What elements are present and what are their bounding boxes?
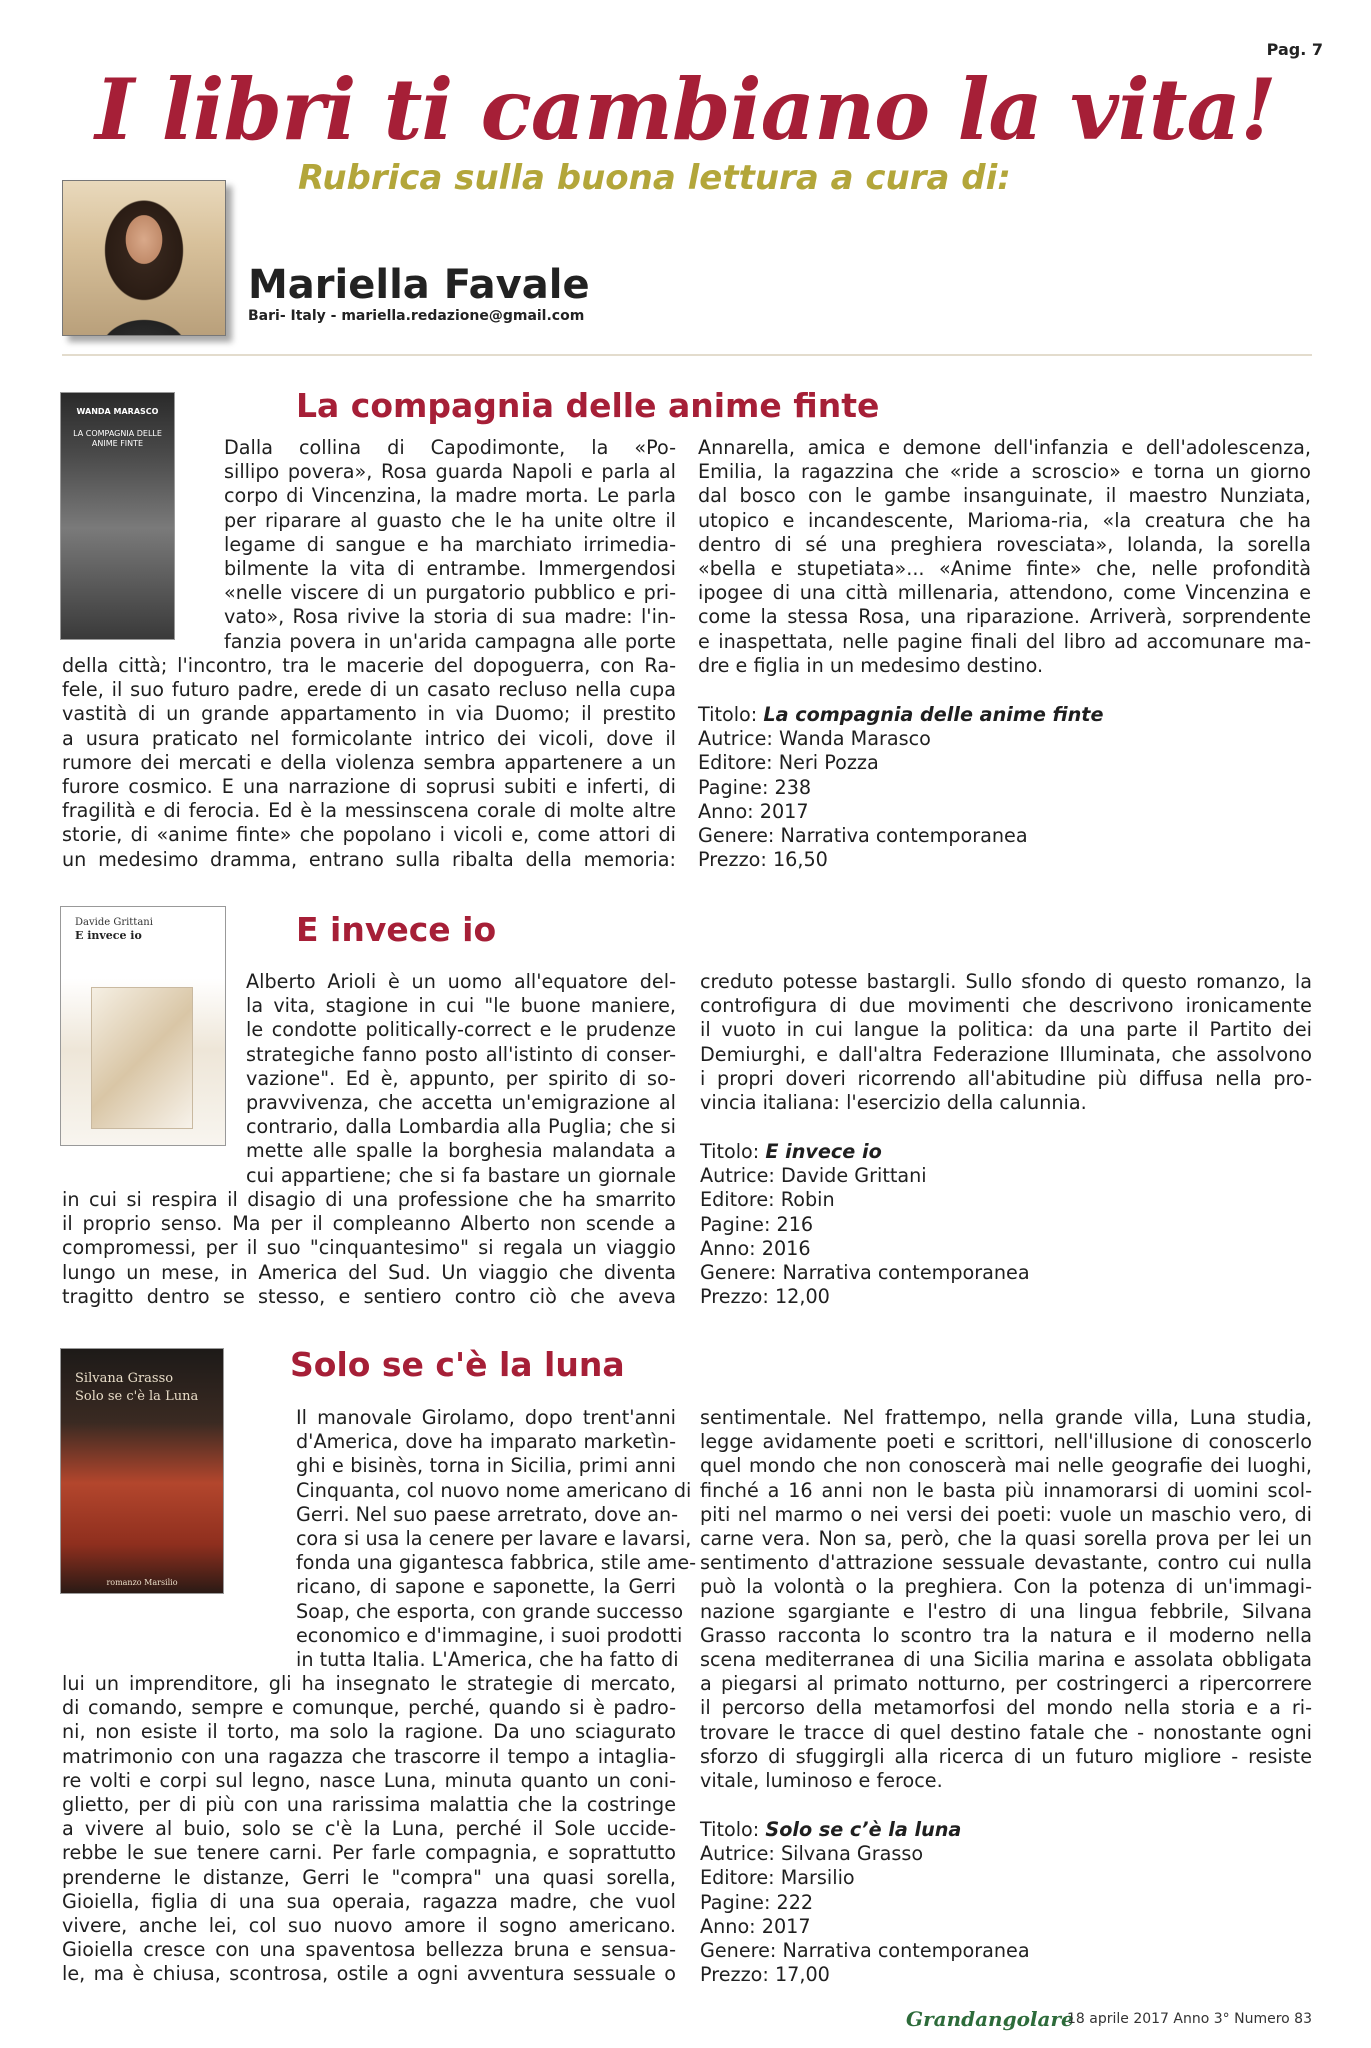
text-line: sentimento d'attrazione sessuale devastante, contro cui nulla (700, 1551, 1312, 1575)
cover-author: Davide Grittani (75, 917, 153, 928)
author-photo (62, 180, 226, 336)
info-title: Titolo: La compagnia delle anime finte (698, 703, 1104, 726)
text-line: prenderne le distanze, Gerri le "compra" una quasi sorella, (62, 1865, 676, 1889)
review-2-info (700, 1140, 1030, 1309)
text-line: legame di sangue e ha marchiato irrimedia- (224, 532, 676, 556)
text-line: le, ma è chiusa, scontrosa, ostile a ogni avventura sessuale o (62, 1962, 676, 1986)
info-genre: Genere: Narrativa contemporanea (698, 824, 1028, 848)
info-price: Prezzo: 12,00 (700, 1285, 830, 1309)
text-line: sillipo povera», Rosa guarda Napoli e parla al (224, 460, 676, 484)
text-line: in tutta Italia. L'America, che ha fatto di (296, 1648, 679, 1672)
text-line: carne vera. Non sa, però, che la quasi sorella prova per lei un (700, 1527, 1312, 1551)
info-author: Autrice: Silvana Grasso (700, 1842, 924, 1866)
text-line: legge avidamente poeti e scrittori, nell'illusione di conoscerlo (700, 1430, 1312, 1454)
text-line: ghi e bisinès, torna in Sicilia, primi anni (296, 1454, 676, 1478)
text-line: «nelle viscere di un purgatorio pubblico e pri- (224, 581, 676, 605)
text-line: quel mondo che non conoscerà mai nelle geografie dei luoghi, (700, 1454, 1312, 1478)
info-pages: Pagine: 216 (700, 1212, 814, 1236)
info-price: Prezzo: 17,00 (700, 1963, 830, 1987)
text-line: fele, il suo futuro padre, erede di un casato recluso nella cupa (62, 678, 676, 702)
text-line: per riparare al guasto che le ha unite oltre il (224, 508, 676, 532)
text-line: cui appartiene; che si fa bastare un giornale (246, 1163, 676, 1187)
info-year: Anno: 2016 (700, 1236, 811, 1260)
text-line: Dalla collina di Capodimonte, la «Po- (224, 436, 676, 459)
cover-title: Solo se c'è la Luna (75, 1389, 199, 1404)
cover-illustration (91, 987, 193, 1129)
text-line: a piegarsi al primato notturno, per costringerci a ripercorrere (700, 1672, 1312, 1696)
text-line: il vuoto in cui langue la politica: da una parte il Partito dei (700, 1018, 1312, 1042)
text-line: tragitto dentro se stesso, e sentiero contro ciò che aveva (62, 1284, 676, 1308)
text-line: dentro di sé una preghiera rovesciata», Iolanda, la sorella (698, 532, 1311, 556)
text-line: le condotte politically-correct e le prudenze (246, 1018, 676, 1042)
review-2-text-col1-wide (62, 1188, 676, 1309)
text-line: «bella e stupetiata»... «Anime finte» che, nelle profondità (698, 557, 1311, 581)
review-1-text-col2 (698, 436, 1311, 678)
review-title-1: La compagnia delle anime finte (296, 386, 880, 425)
text-line: pravvivenza, che accetta un'emigrazione al (246, 1091, 676, 1115)
text-line: fragilità e di ferocia. Ed è la messinscena corale di molte altre (62, 799, 676, 823)
text-line: vato», Rosa rivive la storia di sua madre: l'in- (224, 605, 676, 629)
author-name: Mariella Favale (248, 262, 590, 308)
text-line: scena mediterranea di una Sicilia marina e assolata obbligata (700, 1648, 1312, 1672)
info-publisher: Editore: Marsilio (700, 1866, 855, 1890)
text-line: creduto potesse bastargli. Sullo sfondo di questo romanzo, la (700, 970, 1312, 993)
text-line: piti nel marmo o nei versi dei poeti: vuole un maschio vero, di (700, 1502, 1312, 1526)
text-line: fanzia povera in un'arida campagna alle porte (224, 629, 676, 653)
text-line: ipogee di una città millenaria, attendono, come Vincenzina e (698, 581, 1311, 605)
text-line: furore cosmico. E una narrazione di soprusi subiti e inferti, di (62, 775, 676, 799)
header-divider (62, 354, 1312, 356)
text-line: Emilia, la ragazzina che «ride a scroscio» e torna un giorno (698, 460, 1311, 484)
text-line: Il manovale Girolamo, dopo trent'anni (296, 1406, 676, 1429)
text-line: nazione sgargiante e l'estro di una lingua febbrile, Silvana (700, 1599, 1312, 1623)
text-line: Soap, che esporta, con grande successo (296, 1599, 684, 1623)
text-line: vastità di un grande appartamento in via Duomo; il prestito (62, 702, 676, 726)
review-2-text-col2 (700, 970, 1312, 1115)
text-line: d'America, dove ha imparato marketìn- (296, 1430, 676, 1454)
review-3-text-col1-wide (62, 1672, 676, 1987)
text-line: il proprio senso. Ma per il compleanno Alberto non scende a (62, 1212, 676, 1236)
text-line: Cinquanta, col nuovo nome americano di (296, 1478, 692, 1502)
page-title: I libri ti cambiano la vita! (95, 60, 1276, 159)
info-title: Titolo: E invece io (700, 1140, 882, 1163)
footer-date: 18 aprile 2017 Anno 3° Numero 83 (1067, 2011, 1312, 2027)
text-line: la vita, stagione in cui "le buone maniere, (246, 994, 676, 1018)
author-contact: Bari- Italy - mariella.redazione@gmail.com (248, 308, 585, 324)
text-line: Demiurghi, e dall'altra Federazione Illuminata, che assolvono (700, 1042, 1312, 1066)
text-line: dal bosco con le gambe insanguinate, il maestro Nunziata, (698, 484, 1311, 508)
info-pages: Pagine: 222 (700, 1890, 814, 1914)
info-year: Anno: 2017 (698, 799, 809, 823)
text-line: Grasso racconta lo scontro tra la natura e il moderno nella (700, 1623, 1312, 1647)
page-number: Pag. 7 (1266, 40, 1323, 59)
text-line: lui un imprenditore, gli ha insegnato le strategie di mercato, (62, 1672, 676, 1695)
text-line: vazione". Ed è, appunto, per spirito di so- (246, 1066, 676, 1090)
text-line: rumore dei mercati e della violenza sembra appartenere a un (62, 750, 676, 774)
review-title-3: Solo se c'è la luna (290, 1345, 625, 1384)
text-line: della città; l'incontro, tra le macerie del dopoguerra, con Ra- (62, 654, 676, 677)
book-cover-1 (60, 392, 175, 640)
cover-title: E invece io (75, 929, 142, 942)
book-cover-3 (60, 1348, 224, 1594)
text-line: vincia italiana: l'esercizio della calunnia. (700, 1091, 1087, 1115)
info-publisher: Editore: Robin (700, 1188, 835, 1212)
footer-publication: Grandangolare (906, 2007, 1074, 2031)
review-1-text-col1-wide (62, 654, 676, 872)
text-line: sentimentale. Nel frattempo, nella grande villa, Luna studia, (700, 1406, 1312, 1429)
info-author: Autrice: Davide Grittani (700, 1164, 927, 1188)
text-line: vitale, luminoso e feroce. (700, 1769, 943, 1793)
text-line: bilmente la vita di entrambe. Immergendosi (224, 557, 676, 581)
text-line: Gioiella cresce con una spaventosa bellezza bruna e sensua- (62, 1938, 676, 1962)
info-year: Anno: 2017 (700, 1914, 811, 1938)
cover-title: LA COMPAGNIA DELLE ANIME FINTE (73, 429, 162, 448)
text-line: controfigura di due movimenti che descrivono ironicamente (700, 994, 1312, 1018)
text-line: fonda una gigantesca fabbrica, stile ame- (296, 1551, 697, 1575)
text-line: un medesimo dramma, entrano sulla ribalta della memoria: (62, 847, 676, 871)
cover-author: WANDA MARASCO (76, 407, 159, 416)
text-line: re volti e corpi sul legno, nasce Luna, minuta quanto un coni- (62, 1768, 676, 1792)
review-2-text-col1 (246, 970, 676, 1188)
review-title-2: E invece io (296, 910, 497, 949)
text-line: il percorso della metamorfosi del mondo nella storia e a ri- (700, 1696, 1312, 1720)
text-line: compromessi, per il suo "cinquantesimo" si regala un viaggio (62, 1236, 676, 1260)
text-line: storie, di «anime finte» che popolano i vicoli e, come attori di (62, 823, 676, 847)
text-line: cora si usa la cenere per lavare e lavarsi, (296, 1527, 692, 1551)
text-line: sforzo di sfuggirgli alla ricerca di un futuro migliore - resiste (700, 1744, 1312, 1768)
text-line: rebbe le sue tenere carni. Per farle compagnia, e soprattutto (62, 1841, 676, 1865)
book-cover-2 (60, 906, 226, 1146)
text-line: Gerri. Nel suo paese arretrato, dove an- (296, 1502, 679, 1526)
cover-author: Silvana Grasso (75, 1371, 174, 1386)
text-line: Alberto Arioli è un uomo all'equatore del- (246, 970, 676, 993)
text-line: trovare le tracce di quel destino fatale che - nonostante ogni (700, 1720, 1312, 1744)
text-line: ni, non esiste il torto, ma solo la ragione. Da uno sciagurato (62, 1720, 676, 1744)
text-line: vivere, anche lei, col suo nuovo amore il sogno americano. (62, 1914, 676, 1938)
text-line: strategiche fanno posto all'istinto di conser- (246, 1042, 676, 1066)
review-3-info (700, 1818, 1030, 1987)
text-line: i propri doveri ricorrendo all'abitudine più diffusa nella pro- (700, 1066, 1312, 1090)
info-price: Prezzo: 16,50 (698, 848, 828, 872)
text-line: Annarella, amica e demone dell'infanzia e dell'adolescenza, (698, 436, 1311, 459)
text-line: economico e d'immagine, i suoi prodotti (296, 1623, 683, 1647)
review-1-text-col1 (224, 436, 676, 654)
text-line: utopico e incandescente, Marioma-ria, «la creatura che ha (698, 508, 1311, 532)
info-genre: Genere: Narrativa contemporanea (700, 1939, 1030, 1963)
review-3-text-col1 (296, 1406, 697, 1672)
text-line: glietto, per di più con una rarissima malattia che la costringe (62, 1793, 676, 1817)
review-3-text-col2 (700, 1406, 1312, 1793)
text-line: in cui si respira il disagio di una professione che ha smarrito (62, 1188, 676, 1211)
text-line: matrimonio con una ragazza che trascorre il tempo a intaglia- (62, 1744, 676, 1768)
info-title: Titolo: Solo se c’è la luna (700, 1818, 962, 1841)
info-pages: Pagine: 238 (698, 775, 812, 799)
text-line: finché a 16 anni non le basta più innamorarsi di uomini scol- (700, 1478, 1312, 1502)
text-line: dre e figlia in un medesimo destino. (698, 653, 1044, 677)
column-subtitle: Rubrica sulla buona lettura a cura di: (298, 158, 1011, 198)
text-line: come la stessa Rosa, una riparazione. Arriverà, sorprendente (698, 605, 1311, 629)
text-line: a vivere al buio, solo se c'è la Luna, perché il Sole uccide- (62, 1817, 676, 1841)
text-line: contrario, dalla Lombardia alla Puglia; che si (246, 1115, 676, 1139)
cover-publisher: romanzo Marsilio (106, 1578, 178, 1587)
review-1-info (698, 703, 1103, 872)
text-line: può la volontà o la preghiera. Con la potenza di un'immagi- (700, 1575, 1312, 1599)
text-line: e inaspettata, nelle pagine finali del libro ad accomunare ma- (698, 629, 1311, 653)
text-line: Gioiella, figlia di una sua operaia, ragazza madre, che vuol (62, 1889, 676, 1913)
info-genre: Genere: Narrativa contemporanea (700, 1261, 1030, 1285)
text-line: a usura praticato nel formicolante intrico dei vicoli, dove il (62, 726, 676, 750)
text-line: mette alle spalle la borghesia malandata a (246, 1139, 676, 1163)
info-author: Autrice: Wanda Marasco (698, 727, 931, 751)
text-line: lungo un mese, in America del Sud. Un viaggio che diventa (62, 1260, 676, 1284)
info-publisher: Editore: Neri Pozza (698, 751, 879, 775)
text-line: corpo di Vincenzina, la madre morta. Le parla (224, 484, 676, 508)
text-line: di comando, sempre e comunque, perché, quando si è padro- (62, 1696, 676, 1720)
text-line: ricano, di sapone e saponette, la Gerri (296, 1575, 676, 1599)
